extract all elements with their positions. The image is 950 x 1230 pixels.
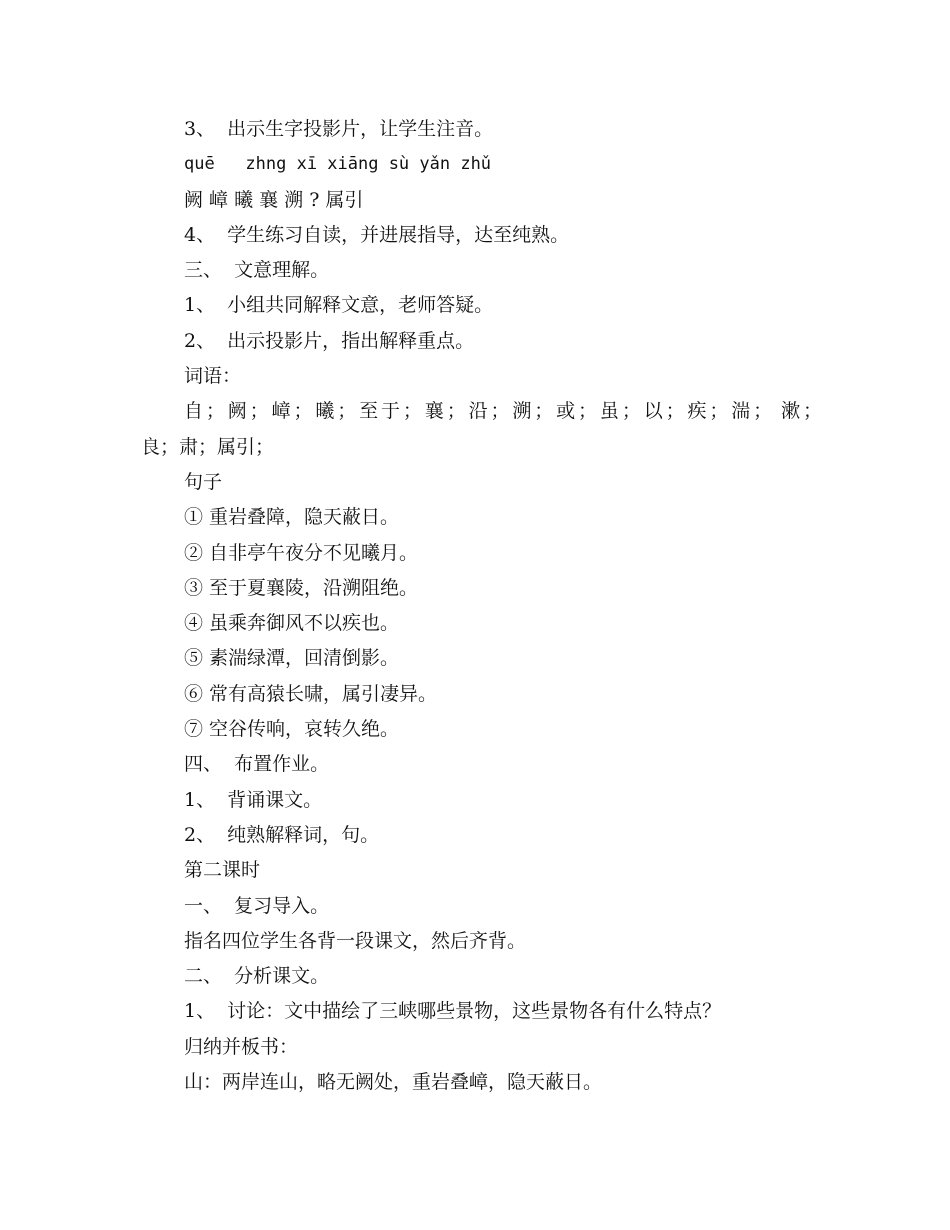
step-4-line: 4、 学生练习自读，并进展指导，达至纯熟。 [184, 223, 570, 246]
sentences-label: 句子 [184, 470, 223, 493]
sentence-2: ② 自非亭午夜分不见曦月。 [184, 541, 419, 564]
pinyin-line: quē zhng xī xiāng sù yǎn zhǔ [184, 154, 492, 175]
summary-label: 归纳并板书： [184, 1035, 299, 1058]
document-body [0, 112, 950, 1100]
sentence-1: ① 重岩叠障，隐天蔽日。 [184, 506, 400, 529]
item-1-line: 1、 小组共同解释文意，老师答疑。 [184, 294, 494, 317]
vocabulary-list-line-2: 良；肃；属引； [141, 435, 275, 458]
discussion-question: 1、 讨论：文中描绘了三峡哪些景物，这些景物各有什么特点？ [184, 1000, 722, 1023]
sentence-3: ③ 至于夏襄陵，沿溯阻绝。 [184, 576, 419, 599]
vocabulary-list-line-1: 自；阙；嶂；曦；至于；襄；沿；溯；或；虽；以；疾；湍； 漱； [184, 400, 822, 423]
analysis-heading: 二、 分析课文。 [184, 965, 330, 988]
characters-line: 阙 嶂 曦 襄 溯 ? 属引 [184, 188, 364, 211]
step-3-line: 3、 出示生字投影片，让学生注音。 [184, 118, 494, 140]
vocabulary-label: 词语： [184, 365, 242, 388]
sentence-7: ⑦ 空谷传响，哀转久绝。 [184, 718, 400, 741]
homework-item-1: 1、 背诵课文。 [184, 788, 323, 811]
mountain-summary: 山：两岸连山，略无阙处，重岩叠嶂，隐天蔽日。 [184, 1071, 603, 1094]
section-4-heading: 四、 布置作业。 [184, 753, 330, 776]
review-heading: 一、 复习导入。 [184, 894, 330, 917]
sentence-6: ⑥ 常有高猿长啸，属引凄异。 [184, 682, 438, 705]
homework-item-2: 2、 纯熟解释词，句。 [184, 823, 380, 846]
sentence-5: ⑤ 素湍绿潭，回清倒影。 [184, 647, 400, 670]
item-2-line: 2、 出示投影片，指出解释重点。 [184, 329, 475, 352]
review-instruction: 指名四位学生各背一段课文，然后齐背。 [184, 929, 527, 952]
second-lesson-heading: 第二课时 [184, 859, 261, 882]
section-3-heading: 三、 文意理解。 [184, 259, 330, 282]
sentence-4: ④ 虽乘奔御风不以疾也。 [184, 612, 400, 635]
